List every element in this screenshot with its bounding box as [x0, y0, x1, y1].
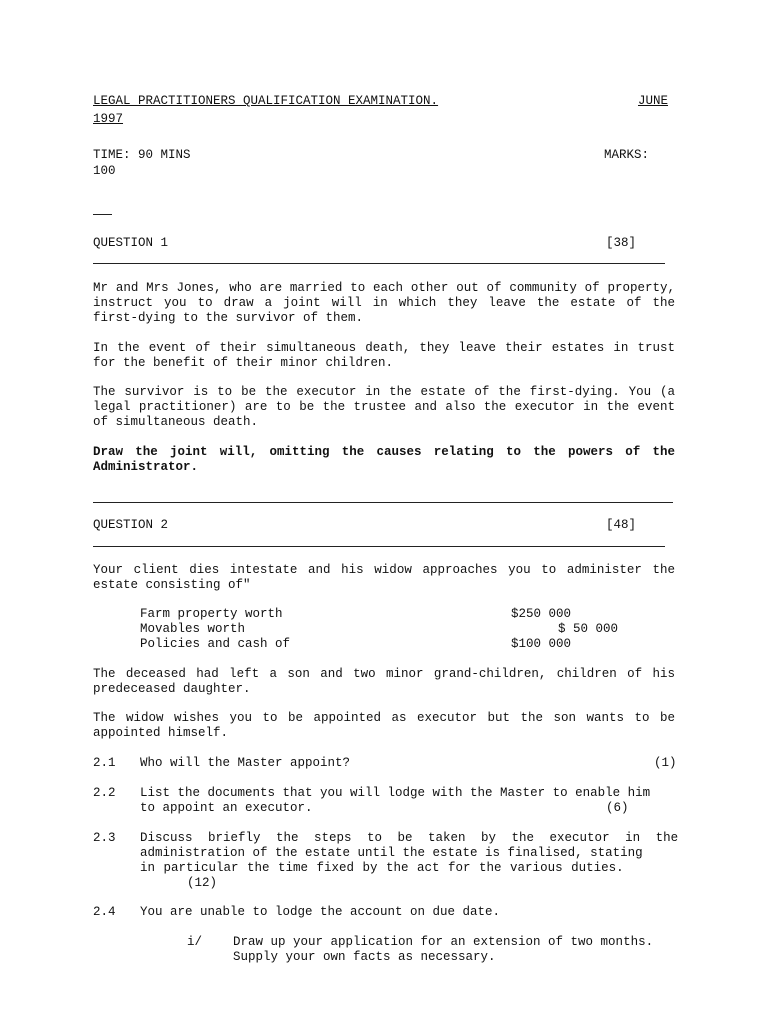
item-marks: (12) — [187, 876, 218, 890]
exam-time: TIME: 90 MINS — [93, 148, 191, 162]
sub-item-line: Draw up your application for an extension of two months. — [233, 935, 654, 949]
item-number: 2.4 — [93, 905, 116, 919]
q1-end-rule — [93, 502, 673, 503]
q1-rule — [93, 263, 665, 264]
sub-item-line: Supply your own facts as necessary. — [233, 950, 496, 964]
q2-rule — [93, 546, 665, 547]
asset-value: $250 000 — [511, 607, 572, 621]
asset-label: Farm property worth — [140, 607, 283, 621]
q2-marks: [48] — [606, 518, 637, 532]
item-number: 2.3 — [93, 831, 116, 845]
q1-paragraph-1: Mr and Mrs Jones, who are married to each other out of community of property, instruct you to draw a joint will in which they leave the estate of the first-dying to the survivor of them. — [93, 281, 675, 325]
q1-instruction: Draw the joint will, omitting the causes relating to the powers of the Administrator. — [93, 445, 675, 474]
q1-marks: [38] — [606, 236, 637, 250]
q1-paragraph-2: In the event of their simultaneous death, they leave their estates in trust for the benefit of their minor children. — [93, 341, 675, 370]
q2-heading: QUESTION 2 — [93, 518, 169, 532]
q2-paragraph-2: The deceased had left a son and two minor grand-children, children of his predeceased daughter. — [93, 667, 675, 696]
marks-value: 100 — [93, 164, 116, 178]
asset-label: Policies and cash of — [140, 637, 291, 651]
item-text-line: List the documents that you will lodge with the Master to enable him — [140, 786, 651, 800]
item-text: Who will the Master appoint? — [140, 756, 351, 770]
q2-paragraph-3: The widow wishes you to be appointed as executor but the son wants to be appointed himself. — [93, 711, 675, 740]
q1-paragraph-3: The survivor is to be the executor in the estate of the first-dying. You (a legal practitioner) are to be the trustee and also the executor in the event of simultaneous death. — [93, 385, 675, 429]
asset-value: $100 000 — [511, 637, 572, 651]
exam-year: 1997 — [93, 112, 124, 126]
item-text: You are unable to lodge the account on due date. — [140, 905, 501, 919]
item-number: 2.1 — [93, 756, 116, 770]
item-text-line: to appoint an executor. — [140, 801, 313, 815]
item-text-line: administration of the estate until the estate is finalised, stating — [140, 846, 643, 860]
item-text-line: Discuss briefly the steps to be taken by the executor in the — [140, 831, 679, 845]
marks-label: MARKS: — [604, 148, 650, 162]
item-marks: (1) — [654, 756, 677, 770]
sub-item-number: i/ — [187, 935, 203, 949]
q2-intro: Your client dies intestate and his widow approaches you to administer the estate consisting of" — [93, 563, 675, 592]
exam-title: LEGAL PRACTITIONERS QUALIFICATION EXAMINATION. — [93, 94, 439, 108]
asset-label: Movables worth — [140, 622, 246, 636]
item-marks: (6) — [606, 801, 629, 815]
exam-month: JUNE — [638, 94, 669, 108]
item-text-line: in particular the time fixed by the act for the various duties. — [140, 861, 624, 875]
q1-heading: QUESTION 1 — [93, 236, 169, 250]
asset-value: $ 50 000 — [558, 622, 619, 636]
item-number: 2.2 — [93, 786, 116, 800]
short-rule — [93, 214, 112, 215]
